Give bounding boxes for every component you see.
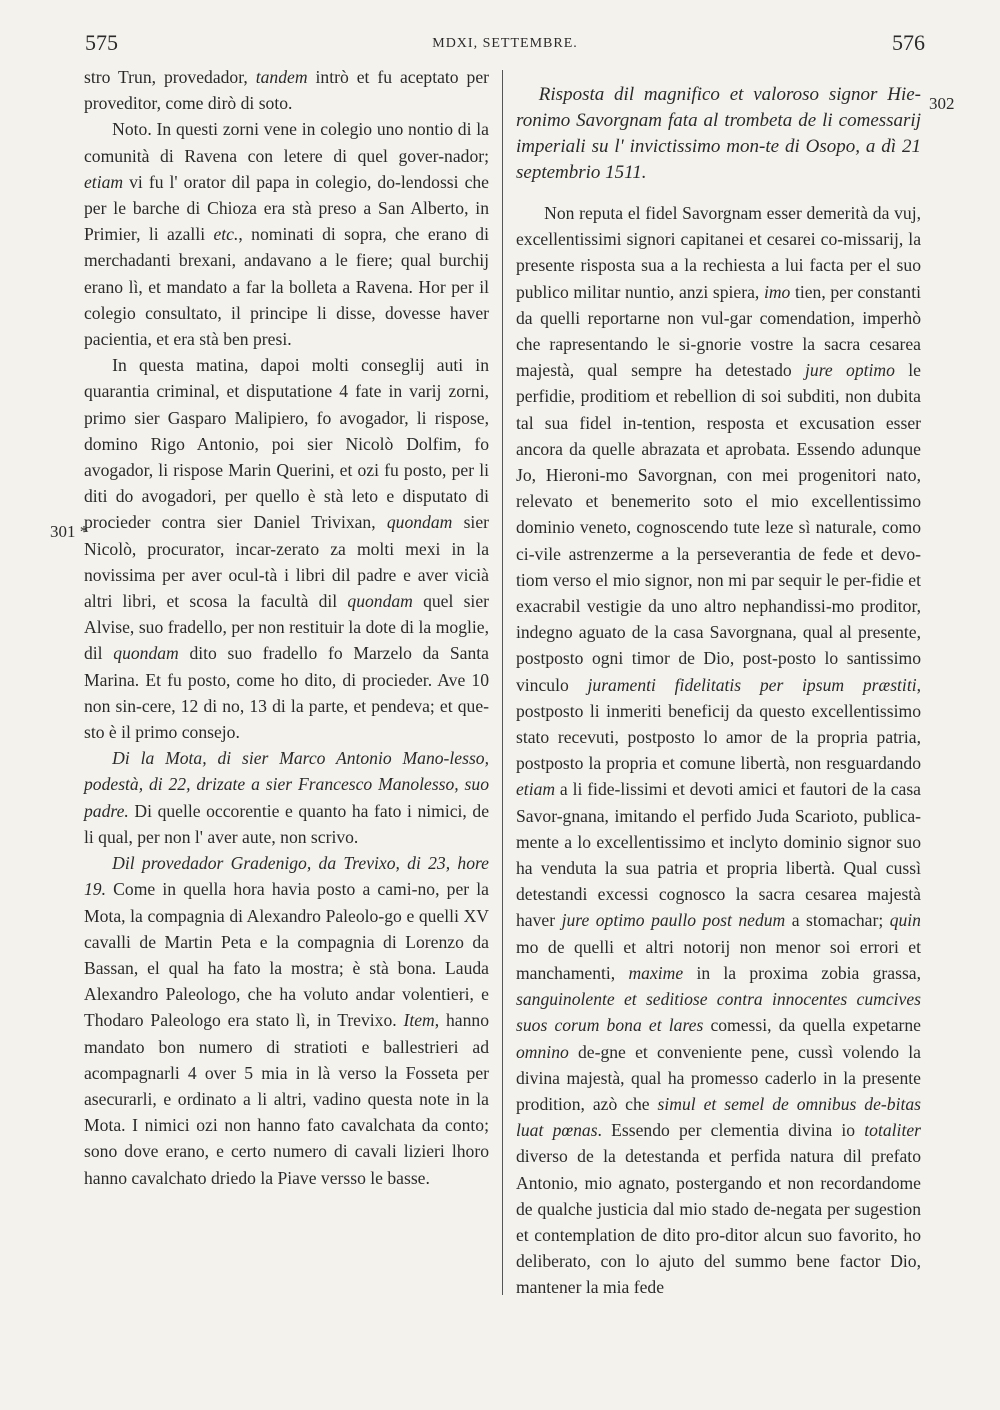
right-margin-folio-mark: 302 <box>929 94 955 113</box>
text-run: Noto. In questi zorni vene in colegio uno nontio di la comunità di Ravena con letere di quel gover-nador; <box>84 119 489 166</box>
italic-run: jure optimo <box>805 360 895 381</box>
italic-run: etiam <box>84 171 124 192</box>
text-run: intrò et fu aceptato per proveditor, come dirò di soto. <box>84 67 489 114</box>
paragraph <box>516 200 921 1301</box>
text-run: stro Trun, provedador, <box>84 67 256 87</box>
text-run: comessi, da quella expetarne <box>703 1015 921 1036</box>
running-head: MDXI, SETTEMBRE. <box>432 36 578 51</box>
left-page-number: 575 <box>85 30 118 55</box>
italic-run: omnino <box>516 1041 569 1062</box>
text-run: diverso de la detestanda et perfida natura dil prefato Antonio, mio agnato, postergando et non recordandome de qualche justicia dal mio stado de-negata per sugestion et contemplation de dito pro-ditor alcun suo favorito, ho deliberato, con lo ajuto del summo bene factor Dio, mantener la mia fede <box>516 1146 921 1298</box>
paragraph <box>84 850 489 1191</box>
italic-run: sanguinolente et seditiose contra innocentes cumcives suos corum bona et lares <box>516 989 921 1036</box>
text-run: , hanno mandato bon numero di stratioti e ballestrieri ad acompagnarli 4 over 5 mia in là verso la Fosseta per asecurarli, e ordinato a li altri, vadino questa note in la Mota. I nimici ozi non hanno fato cavalchata da conto; sono dove erano, e certo numero di cavali lizieri lhoro hanno cavalchato driedo la Piave versso le basse. <box>84 1010 489 1188</box>
paragraph <box>84 116 489 352</box>
column-divider <box>502 70 503 1295</box>
paragraph <box>84 352 489 745</box>
text-run: in la proxima zobia grassa, <box>683 962 921 983</box>
text-run: dito suo fradello fo Marzelo da Santa Marina. Et fu posto, come ho dito, di procieder. Ave 10 non sin-cere, 12 di no, 13 di la parte, et pendeva; et que-sto è il primo consejo. <box>84 643 489 743</box>
left-margin-folio-mark: 301 * <box>50 522 89 541</box>
text-run: , postposto li inmeriti beneficij da questo excellentissimo stato recevuti, postposto lo amor de la propria patria, postposto la propria et comune libertà, non resguardando <box>516 674 922 774</box>
italic-run: Item <box>403 1010 435 1031</box>
text-run: mo de quelli et altri notorij non menor soi errori et manchamenti, <box>516 936 921 983</box>
right-column <box>516 64 921 1301</box>
italic-run: maxime <box>628 962 684 983</box>
paragraph <box>84 745 489 850</box>
left-column <box>84 64 489 1191</box>
paragraph <box>84 64 489 116</box>
text-run: In questa matina, dapoi molti conseglij auti in quarantia criminal, et disputatione 4 fate in varij zorni, primo sier Gasparo Malipiero, fo avogador, li rispose, domino Rigo Antonio, poi sier Nicolò Dolfim, fo avogador, li rispose Marin Querini, et ozi fu posto, per li diti do avogadori, per quello è stà leto e disputato di procieder contra sier Daniel Trivixan, <box>84 355 489 533</box>
text-run: quel sier Alvise, suo fradello, per non restituir la dote di la moglie, dil <box>84 591 489 664</box>
italic-run: tandem <box>255 67 308 87</box>
text-run: Di quelle occorentie e quanto ha fato i nimici, de li qual, per non l' aver aute, non scrivo. <box>84 800 489 847</box>
italic-run: juramenti fidelitatis per ipsum præstiti <box>587 674 917 695</box>
italic-run: Di la Mota, di sier Marco Antonio Mano-lesso, podestà, di 22, drizate a sier Francesco Manolesso, suo padre. <box>84 748 489 821</box>
italic-run: totaliter <box>864 1120 921 1141</box>
text-run: le perfidie, proditiom et rebellion di soi subditi, non dubita tal sua fidel in-tention, resposta et excusation esser ancora da quelle abrazata et aprobata. Essendo adunque Jo, Hieroni-mo Savorgnan, con mei progenitori nato, relevato et benemerito soto el mio excellentissimo dominio veneto, cognoscendo tute leze sì naturale, como ci-vile astrenzerme a la perseverantia de fede et devo-tiom verso el mio signor, non mi par sequir le per-fidie et exacrabil vestigie da uno altro nephandissi-mo proditor, indegno aguato de la casa Savorgnana, qual al presente, postposto ogni timor de Dio, post-posto lo santissimo vinculo <box>516 360 921 695</box>
italic-run: quondam <box>113 643 179 664</box>
text-run: . Essendo per clementia divina io <box>597 1120 865 1141</box>
italic-run: quondam <box>347 591 413 612</box>
italic-run: jure optimo paullo post nedum <box>561 910 786 931</box>
text-run: , nominati di sopra, che erano di merchadanti brexani, andavano a le fiere; qual burchij erano lì, et mandato a far la bolleta a Ravena. Hor per il colegio consultato, il principe li disse, dovesse haver pacientia, et era stà ben presi. <box>84 224 489 350</box>
text-run: Come in quella hora havia posto a cami-no, per la Mota, la compagnia di Alexandro Paleolo-go e quelli XV cavalli de Martin Peta e la compagnia di Lorenzo da Bassan, el qual ha fato la mostra; è stà bona. Lauda Alexandro Paleologo, che ha voluto andar volentieri, e Thodaro Paleologo era stato lì, in Trevixo. <box>84 879 489 1031</box>
italic-run: etc. <box>213 224 239 245</box>
page-header <box>85 30 925 60</box>
italic-run: etiam <box>516 779 556 800</box>
italic-run: quondam <box>386 512 453 533</box>
italic-run: simul et semel de omnibus de-bitas luat pœnas <box>516 1093 921 1141</box>
italic-run: imo <box>763 281 791 302</box>
letter-heading: Risposta dil magnifico et valoroso signor Hie-ronimo Savorgnam fata al trombeta de li comessarij imperiali su l' invictissimo mon-te di Osopo, a dì 21 septembrio 1511. <box>516 84 921 183</box>
italic-run: quin <box>889 910 921 931</box>
text-run: sier Nicolò, procurator, incar-zerato za molti mexi in la novissima per aver ocul-tà i libri dil padre e aver vicià altri libri, et scosa la facultà dil <box>84 512 489 612</box>
text-run: de-gne et conveniente pene, cussì volendo la divina majestà, qual ha promesso caderlo in la presente prodition, azò che <box>516 1041 921 1114</box>
text-run: tien, per constanti da quelli reportarne non vul-gar comendation, imperhò che rapresentando le si-gnorie vostre la sacra cesarea majestà, qual sempre ha detestado <box>516 281 921 381</box>
text-run: Non reputa el fidel Savorgnam esser demerità da vuj, excellentissimi signori capitanei et cesarei co-missarij, la presente risposta sua a la rechiesta a lui facta per el suo publico militar nuntio, anzi spiera, <box>516 203 921 302</box>
italic-run: Dil provedador Gradenigo, da Trevixo, di 23, hore 19. <box>84 853 489 900</box>
text-run: a stomachar; <box>785 910 890 931</box>
text-run: vi fu l' orator dil papa in colegio, do-lendossi che per le barche di Chioza era stà preso a San Alberto, in Primier, li azalli <box>84 171 489 245</box>
text-run: a li fide-lissimi et devoti amici et fautori de la casa Savor-gnana, imitando el perfido Juda Scarioto, publica-mente a lo excellentissimo et inclyto dominio signor suo ha venduta la sua patria et propria libertà. Qual cussì detestandi excessi cognosco la sacra cesarea majestà haver <box>516 779 921 931</box>
right-page-number: 576 <box>892 30 925 55</box>
